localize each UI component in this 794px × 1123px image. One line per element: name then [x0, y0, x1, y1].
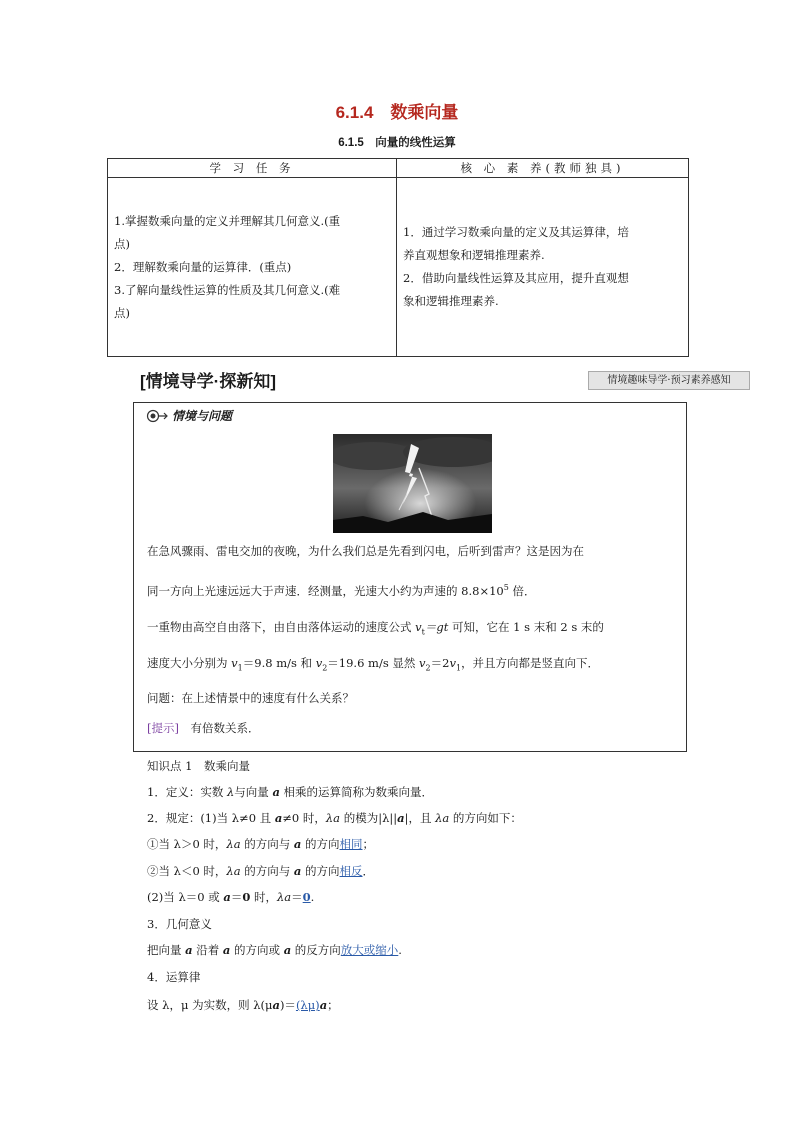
- knowledge-line-law-1: 设 λ，μ 为实数，则 λ(μa)＝(λμ)a；: [147, 998, 339, 1012]
- literacy-line: 象和逻辑推理素养.: [403, 294, 499, 308]
- answer-scale: 放大或缩小: [340, 943, 399, 957]
- knowledge-line-laws: 4．运算律: [147, 970, 201, 984]
- scenario-paragraph-1b: 同一方向上光速远远大于声速．经测量，光速大小约为声速的 $8.8\times 10^5$ 倍．: [147, 583, 536, 598]
- literacy-cell: [397, 178, 689, 357]
- scenario-label: [146, 407, 232, 424]
- task-line: 点): [114, 305, 130, 320]
- knowledge-line-definition: 1．定义：实数 λ与向量 a 相乘的运算简称为数乘向量．: [147, 785, 434, 799]
- task-line: 3.了解向量线性运算的性质及其几何意义.(难: [114, 282, 341, 297]
- knowledge-line-negative: ②当 λ＜0 时，λa 的方向与 a 的方向相反．: [147, 864, 374, 878]
- literacy-line: 1．通过学习数乘向量的定义及其运算律，培: [403, 225, 629, 239]
- scenario-icon: [146, 409, 168, 423]
- literacy-line: 2．借助向量线性运算及其应用，提升直观想: [403, 271, 629, 285]
- answer-zero: 0: [302, 890, 311, 904]
- table-header-literacy: 核 心 素 养(教师独具): [397, 159, 689, 178]
- section-heading: [情境导学·探新知]: [140, 372, 276, 391]
- scenario-hint: [147, 718, 259, 738]
- knowledge-line-rule: 2．规定：(1)当 λ≠0 且 a≠0 时，λa 的模为|λ||a|，且 λa 的方向如下：: [147, 811, 522, 825]
- knowledge-line-geometry-text: 把向量 a 沿着 a 的方向或 a 的反方向放大或缩小.: [147, 943, 402, 957]
- lightning-photo: [333, 434, 492, 533]
- page-subtitle: 6.1.5 向量的线性运算: [338, 137, 456, 149]
- scenario-paragraph-3: 速度大小分别为 $v_1=9.8$ m/s 和 $v_2=19.6$ m/s 显然 $v_2=2v_1$，并且方向都是竖直向下．: [147, 656, 600, 673]
- knowledge-heading: 知识点 1 数乘向量: [147, 759, 250, 773]
- hint-text: 有倍数关系．: [190, 721, 260, 735]
- table-header-tasks: 学 习 任 务: [108, 159, 397, 178]
- answer-opposite: 相反: [339, 864, 363, 878]
- answer-same: 相同: [339, 837, 363, 851]
- scenario-paragraph-1a: 在急风骤雨、雷电交加的夜晚，为什么我们总是先看到闪电，后听到雷声？这是因为在: [147, 544, 584, 558]
- tasks-cell: [108, 178, 397, 357]
- scenario-paragraph-2: 一重物由高空自由落下，由自由落体运动的速度公式 $v_t=gt$ 可知，它在 1 s 末和 2 s 末的: [147, 620, 604, 637]
- task-line: 2．理解数乘向量的运算律．(重点): [114, 259, 292, 274]
- answer-assoc: (λμ): [295, 998, 320, 1012]
- objectives-table: [107, 158, 689, 357]
- scenario-question: 问题：在上述情景中的速度有什么关系？: [147, 691, 354, 705]
- page-title: 6.1.4 数乘向量: [335, 103, 459, 122]
- section-tag: 情境趣味导学·预习素养感知: [588, 371, 750, 390]
- task-line: 点): [114, 236, 130, 251]
- knowledge-line-geometry: 3．几何意义: [147, 917, 212, 931]
- task-line: 1.掌握数乘向量的定义并理解其几何意义.(重: [114, 213, 341, 228]
- hint-label: [提示]: [147, 721, 179, 735]
- literacy-line: 养直观想象和逻辑推理素养.: [403, 248, 545, 262]
- knowledge-line-zero: (2)当 λ＝0 或 a＝0 时，λa＝0.: [147, 890, 315, 904]
- scenario-label-text: 情境与问题: [172, 409, 233, 423]
- knowledge-line-positive: ①当 λ＞0 时，λa 的方向与 a 的方向相同；: [147, 837, 374, 851]
